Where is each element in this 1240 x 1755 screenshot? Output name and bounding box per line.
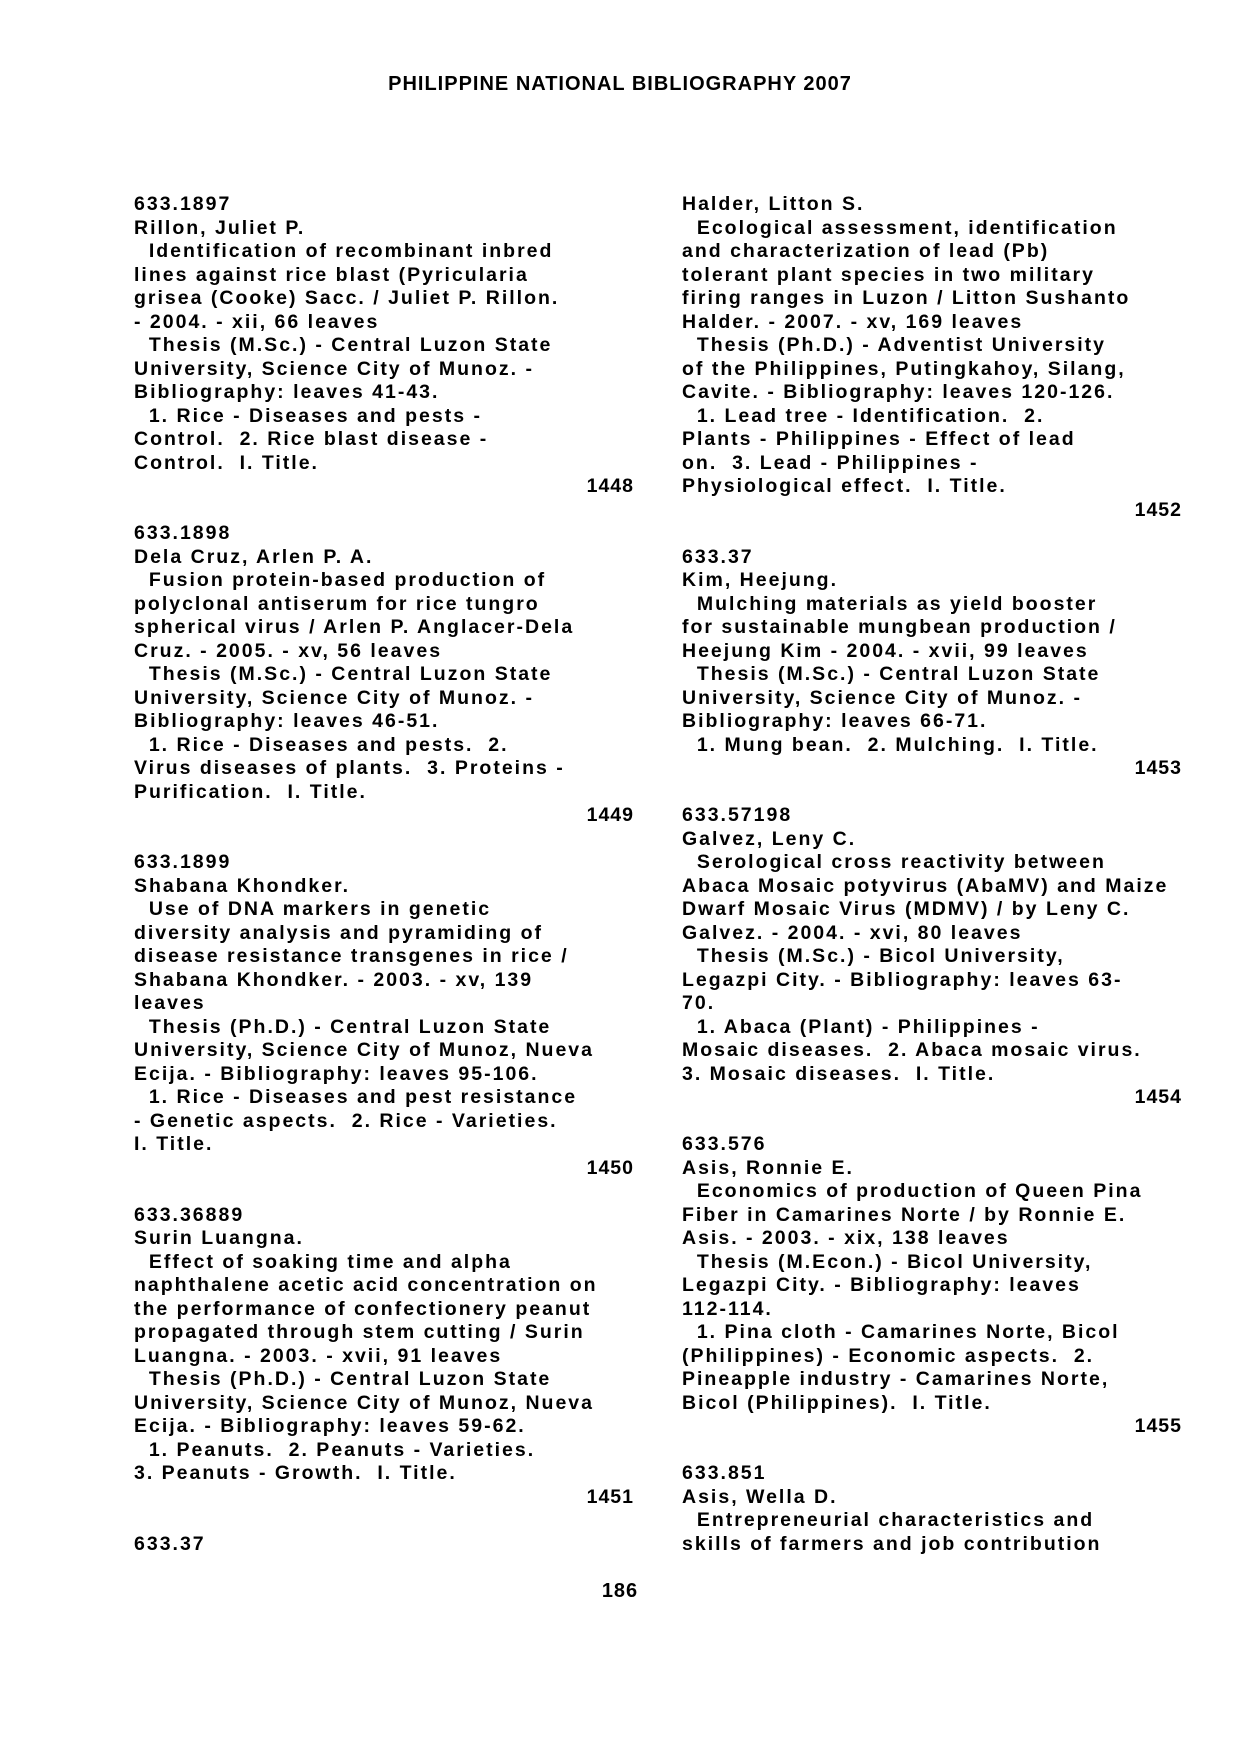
entry-line: for sustainable mungbean production / — [682, 616, 1117, 638]
bibliography-entry — [134, 1204, 634, 1533]
entry-spacer — [682, 1110, 1182, 1134]
entry-line: 1. Rice - Diseases and pests - — [134, 404, 482, 427]
entry-line: Purification. I. Title. — [134, 780, 367, 803]
entry-line: Control. I. Title. — [134, 451, 319, 474]
entry-line: 633.37 — [682, 545, 754, 568]
entry-number: 1450 — [586, 1156, 634, 1179]
entry-line: 1. Pina cloth - Camarines Norte, Bicol — [682, 1321, 1120, 1343]
entry-line: naphthalene acetic acid concentration on — [134, 1274, 598, 1296]
page-number: 186 — [601, 1580, 639, 1602]
entry-line: Virus diseases of plants. 3. Proteins - — [134, 757, 565, 779]
entry-line: 3. Mosaic diseases. I. Title. — [682, 1062, 996, 1085]
entry-line: tolerant plant species in two military — [682, 263, 1095, 286]
entry-line: Bicol (Philippines). I. Title. — [682, 1391, 992, 1414]
entry-line: Asis, Wella D. — [682, 1485, 838, 1508]
entry-line: Luangna. - 2003. - xvii, 91 leaves — [134, 1344, 503, 1367]
entry-line: Cavite. - Bibliography: leaves 120-126. — [682, 381, 1115, 403]
entry-line: (Philippines) - Economic aspects. 2. — [682, 1344, 1095, 1367]
right-column — [682, 193, 1182, 1556]
bibliography-entry — [134, 193, 634, 522]
entry-line: grisea (Cooke) Sacc. / Juliet P. Rillon. — [134, 287, 560, 309]
entry-line: Legazpi City. - Bibliography: leaves 63- — [682, 968, 1123, 991]
entry-line: Asis, Ronnie E. — [682, 1156, 854, 1179]
entry-line: 633.37 — [134, 1532, 206, 1555]
page-header-title: PHILIPPINE NATIONAL BIBLIOGRAPHY 2007 — [388, 73, 852, 95]
entry-line: Thesis (M.Econ.) - Bicol University, — [682, 1250, 1093, 1273]
entry-line: the performance of confectionery peanut — [134, 1297, 592, 1320]
entry-line: 633.851 — [682, 1462, 767, 1484]
entry-line: Use of DNA markers in genetic — [134, 898, 492, 920]
entry-spacer — [134, 1509, 634, 1533]
entry-line: Surin Luangna. — [134, 1227, 304, 1249]
entry-line: 1. Lead tree - Identification. 2. — [682, 404, 1045, 427]
entry-line: Shabana Khondker. - 2003. - xv, 139 — [134, 968, 534, 991]
entry-line: Halder. - 2007. - xv, 169 leaves — [682, 310, 1024, 333]
entry-line: Legazpi City. - Bibliography: leaves — [682, 1274, 1081, 1296]
entry-number: 1452 — [1134, 498, 1182, 521]
entry-line: and characterization of lead (Pb) — [682, 240, 1050, 262]
entry-line: 1. Mung bean. 2. Mulching. I. Title. — [682, 733, 1099, 756]
entry-line: 1. Peanuts. 2. Peanuts - Varieties. — [134, 1438, 536, 1461]
entry-line: Cruz. - 2005. - xv, 56 leaves — [134, 639, 443, 662]
entry-line: 1. Rice - Diseases and pests. 2. — [134, 733, 509, 756]
entry-line: 633.576 — [682, 1133, 767, 1155]
entry-line: I. Title. — [134, 1133, 214, 1155]
entry-spacer — [134, 1180, 634, 1204]
bibliography-entry — [134, 1533, 634, 1557]
entry-number: 1455 — [1134, 1415, 1182, 1437]
entry-line: Halder, Litton S. — [682, 193, 865, 215]
entry-spacer — [682, 522, 1182, 546]
entry-spacer — [682, 1439, 1182, 1463]
bibliography-entry — [682, 804, 1182, 1133]
entry-line: diversity analysis and pyramiding of — [134, 921, 544, 944]
entry-number: 1453 — [1134, 757, 1182, 779]
entry-line: - Genetic aspects. 2. Rice - Varieties. — [134, 1109, 558, 1132]
entry-line: Physiological effect. I. Title. — [682, 475, 1007, 497]
entry-line: Galvez, Leny C. — [682, 827, 857, 850]
entry-line: Thesis (M.Sc.) - Bicol University, — [682, 945, 1065, 967]
entry-line: 1. Rice - Diseases and pest resistance — [134, 1086, 578, 1108]
entry-line: Effect of soaking time and alpha — [134, 1250, 512, 1273]
entry-line: on. 3. Lead - Philippines - — [682, 451, 979, 474]
entry-line: Shabana Khondker. — [134, 874, 351, 897]
entry-number: 1451 — [586, 1485, 634, 1508]
entry-line: 70. — [682, 992, 716, 1014]
entry-number: 1448 — [586, 475, 634, 497]
entry-line: Pineapple industry - Camarines Norte, — [682, 1368, 1110, 1390]
entry-line: propagated through stem cutting / Surin — [134, 1321, 585, 1343]
entry-line: Thesis (M.Sc.) - Central Luzon State — [134, 663, 553, 685]
entry-line: Bibliography: leaves 46-51. — [134, 710, 440, 732]
entry-spacer — [134, 828, 634, 852]
entry-line: Asis. - 2003. - xix, 138 leaves — [682, 1227, 1010, 1249]
entry-line: Galvez. - 2004. - xvi, 80 leaves — [682, 921, 1023, 944]
entry-line: Thesis (Ph.D.) - Adventist University — [682, 334, 1107, 356]
entry-line: Thesis (M.Sc.) - Central Luzon State — [134, 334, 553, 356]
entry-line: Bibliography: leaves 66-71. — [682, 710, 988, 732]
entry-line: Ecija. - Bibliography: leaves 59-62. — [134, 1415, 526, 1437]
entry-line: firing ranges in Luzon / Litton Sushanto — [682, 287, 1131, 309]
entry-line: of the Philippines, Putingkahoy, Silang, — [682, 357, 1126, 380]
entry-line: 3. Peanuts - Growth. I. Title. — [134, 1462, 457, 1484]
entry-line: Bibliography: leaves 41-43. — [134, 381, 440, 403]
entry-line: Kim, Heejung. — [682, 569, 839, 591]
entry-line: 633.57198 — [682, 804, 793, 826]
entry-spacer — [134, 499, 634, 523]
entry-line: Identification of recombinant inbred — [134, 240, 554, 262]
entry-line: - 2004. - xii, 66 leaves — [134, 310, 380, 333]
entry-line: Ecija. - Bibliography: leaves 95-106. — [134, 1062, 539, 1085]
entry-line: 633.36889 — [134, 1203, 245, 1226]
bibliography-entry — [682, 1133, 1182, 1462]
entry-line: University, Science City of Munoz. - — [134, 357, 534, 380]
entry-line: Economics of production of Queen Pina — [682, 1180, 1143, 1202]
bibliography-entry — [682, 193, 1182, 546]
entry-line: 1. Abaca (Plant) - Philippines - — [682, 1015, 1040, 1038]
entry-line: 112-114. — [682, 1297, 773, 1320]
bibliography-entry — [682, 1462, 1182, 1556]
entry-line: Mulching materials as yield booster — [682, 592, 1098, 615]
entry-line: Rillon, Juliet P. — [134, 216, 306, 239]
entry-line: Mosaic diseases. 2. Abaca mosaic virus. — [682, 1039, 1142, 1061]
bibliography-entry — [682, 546, 1182, 805]
entry-line: disease resistance transgenes in rice / — [134, 945, 569, 967]
entry-spacer — [682, 781, 1182, 805]
entry-line: Plants - Philippines - Effect of lead — [682, 428, 1076, 450]
entry-line: polyclonal antiserum for rice tungro — [134, 592, 540, 615]
bibliography-entry — [134, 851, 634, 1204]
entry-line: 633.1897 — [134, 193, 232, 215]
entry-line: Thesis (M.Sc.) - Central Luzon State — [682, 663, 1101, 685]
bibliography-entry — [134, 522, 634, 851]
entry-line: University, Science City of Munoz. - — [134, 686, 534, 709]
entry-line: 633.1898 — [134, 522, 232, 544]
entry-number: 1454 — [1134, 1086, 1182, 1108]
entry-line: Fusion protein-based production of — [134, 569, 547, 591]
entry-line: University, Science City of Munoz. - — [682, 686, 1082, 709]
entry-line: Entrepreneurial characteristics and — [682, 1509, 1095, 1531]
entry-line: Ecological assessment, identification — [682, 216, 1118, 239]
entry-line: leaves — [134, 992, 206, 1014]
entry-line: Abaca Mosaic potyvirus (AbaMV) and Maize — [682, 874, 1169, 897]
entry-line: Serological cross reactivity between — [682, 851, 1106, 873]
entry-line: spherical virus / Arlen P. Anglacer-Dela — [134, 616, 575, 638]
entry-line: Thesis (Ph.D.) - Central Luzon State — [134, 1015, 552, 1038]
entry-line: lines against rice blast (Pyricularia — [134, 263, 529, 286]
entry-line: Dela Cruz, Arlen P. A. — [134, 545, 374, 568]
entry-line: Dwarf Mosaic Virus (MDMV) / by Leny C. — [682, 898, 1131, 920]
entry-line: skills of farmers and job contribution — [682, 1532, 1102, 1555]
entry-number: 1449 — [586, 804, 634, 826]
entry-line: University, Science City of Munoz, Nueva — [134, 1039, 594, 1061]
entry-line: University, Science City of Munoz, Nueva — [134, 1391, 594, 1414]
left-column — [134, 193, 634, 1556]
entry-line: Thesis (Ph.D.) - Central Luzon State — [134, 1368, 552, 1390]
entry-line: 633.1899 — [134, 851, 232, 873]
entry-line: Fiber in Camarines Norte / by Ronnie E. — [682, 1203, 1127, 1226]
entry-line: Heejung Kim - 2004. - xvii, 99 leaves — [682, 639, 1089, 662]
entry-line: Control. 2. Rice blast disease - — [134, 428, 489, 450]
